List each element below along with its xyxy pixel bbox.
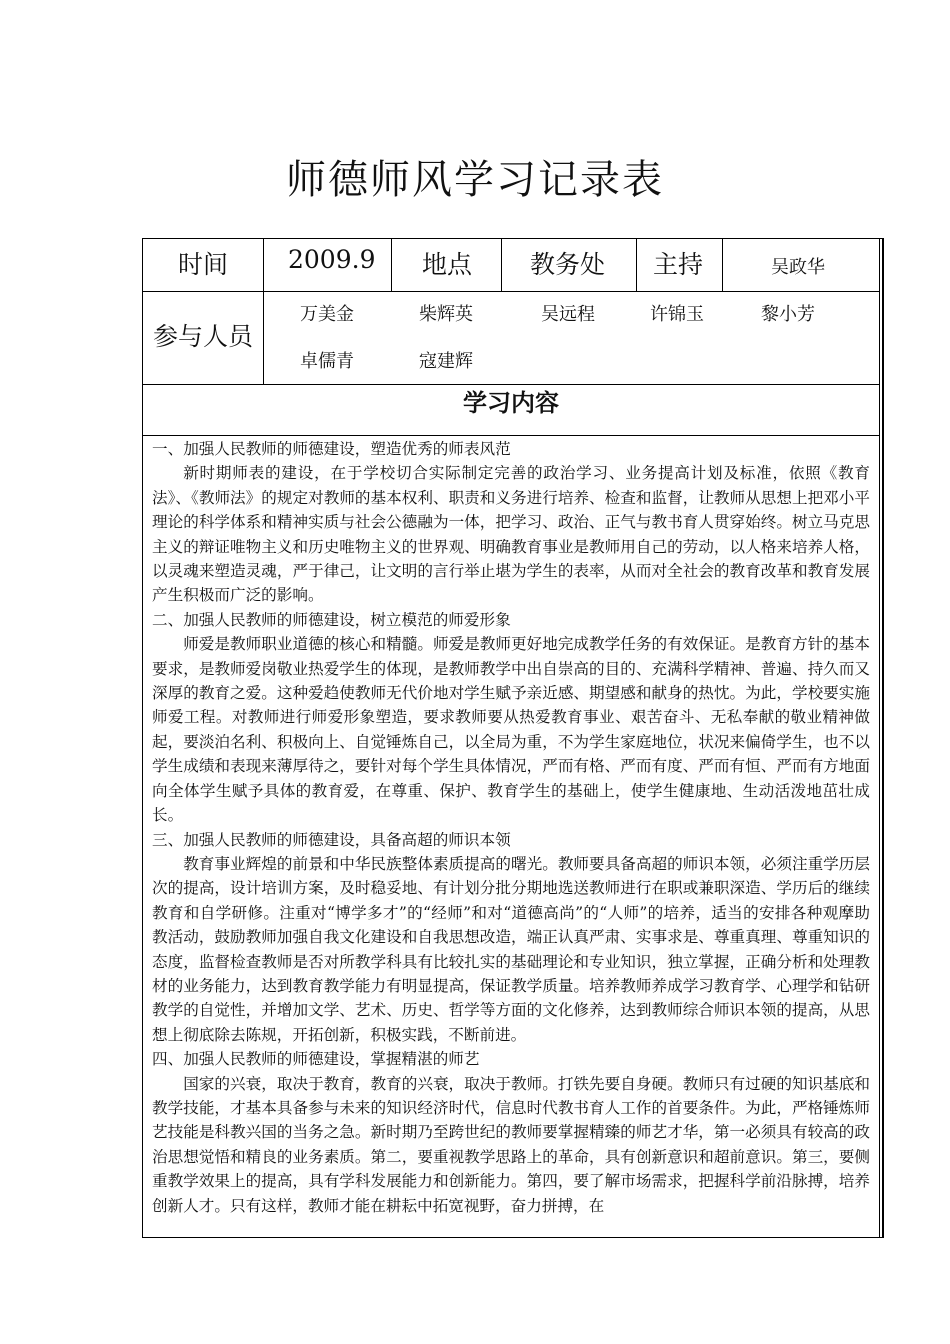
participant-name: 寇建辉 [419,351,473,372]
section-paragraph: 师爱是教师职业道德的核心和精髓。师爱是教师更好地完成教学任务的有效保证。是教育方针的基本要求，是教师爱岗敬业热爱学生的体现，是教师教学中出自崇高的目的、充满科学精神、普遍、持久而又深厚的教育之爱。这种爱趋使教师无代价地对学生赋予亲近感、期望感和献身的热忱。为此，学校要实施师爱工程。对教师进行师爱形象塑造，要求教师要从热爱教育事业、艰苦奋斗、无私奉献的敬业精神做起，要淡泊名利、积极向上、自觉锤炼自己，以全局为重，不为学生家庭地位，状况来偏倚学生，也不以学生成绩和表现来薄厚待之，要针对每个学生具体情况，严而有格、严而有度、严而有恒、严而有方地面向全体学生赋予具体的教育爱，在尊重、保护、教育学生的基础上，使学生健康地、生动活泼地茁壮成长。 [152,635,870,825]
page-title: 师德师风学习记录表 [286,157,664,203]
time-value: 2009.9 [263,239,391,291]
section-paragraph: 国家的兴衰，取决于教育，教育的兴衰，取决于教师。打铁先要自身硬。教师只有过硬的知识基底和教学技能，才基本具备参与未来的知识经济时代，信息时代教书育人工作的首要条件。为此，严格锤炼师艺技能是科教兴国的当务之急。新时期乃至跨世纪的教师要掌握精臻的师艺才华，第一必须具有较高的政治思想觉悟和精良的业务素质。第二，要重视教学思路上的革命，具有创新意识和超前意识。第三，要侧重教学效果上的提高，具有学科发展能力和创新能力。第四，要了解市场需求，把握科学前沿脉搏，培养创新人才。只有这样，教师才能在耕耘中拓宽视野，奋力拼搏，在 [152,1074,870,1215]
section-heading: 四、加强人民教师的师德建设，掌握精湛的师艺 [152,1050,480,1069]
record-table [142,238,880,1238]
host-label: 主持 [636,239,722,291]
time-label: 时间 [178,250,229,279]
place-label: 地点 [391,239,501,291]
participant-name: 许锦玉 [650,304,704,325]
participants-label: 参与人员 [143,291,263,384]
section-heading: 三、加强人民教师的师德建设，具备高超的师识本领 [152,830,511,849]
host-value: 吴政华 [722,239,879,291]
section-paragraph: 教育事业辉煌的前景和中华民族整体素质提高的曙光。教师要具备高超的师识本领，必须注重学历层次的提高，设计培训方案，及时稳妥地、有计划分批分期地选送教师进行在职或兼职深造、学历后的继续教育和自学研修。注重对“博学多才”的“经师”和对“道德高尚”的“人师”的培养，适当的安排各种观摩助教活动，鼓励教师加强自我文化建设和自我思想改造，端正认真严肃、实事求是、尊重真理、尊重知识的态度，监督检查教师是否对所教学科具有比较扎实的基础理论和专业知识，独立掌握，正确分析和处理教材的业务能力，达到教育教学能力有明显提高，保证教学质量。培养教师养成学习教育学、心理学和钻研教学的自觉性，并增加文学、艺术、历史、哲学等方面的文化修养，达到教师综合师识本领的提高，从思想上彻底除去陈规，开拓创新，积极实践，不断前进。 [152,854,870,1044]
content-body [143,435,879,1237]
section-heading: 二、加强人民教师的师德建设，树立模范的师爱形象 [152,610,511,629]
participant-name: 卓儒青 [300,351,354,372]
participants-cell [263,291,879,384]
place-value: 教务处 [501,239,636,291]
section-heading: 一、加强人民教师的师德建设，塑造优秀的师表风范 [152,440,511,458]
participant-name: 柴辉英 [419,304,473,325]
section-paragraph: 新时期师表的建设，在于学校切合实际制定完善的政治学习、业务提高计划及标准，依照《教育法》、《教师法》的规定对教师的基本权利、职责和义务进行培养、检查和监督，让教师从思想上把邓小平理论的科学体系和精神实质与社会公德融为一体，把学习、政治、正气与教书育人贯穿始终。树立马克思主义的辩证唯物主义和历史唯物主义的世界观、明确教育事业是教师用自己的劳动，以人格来培养人格，以灵魂来塑造灵魂，严于律己，让文明的言行举止堪为学生的表率，从而对全社会的教育改革和教育发展产生积极而广泛的影响。 [152,464,870,605]
participant-name: 万美金 [300,304,354,325]
participant-name: 吴远程 [541,304,595,325]
participant-name: 黎小芳 [761,304,815,325]
content-heading: 学习内容 [143,384,879,435]
